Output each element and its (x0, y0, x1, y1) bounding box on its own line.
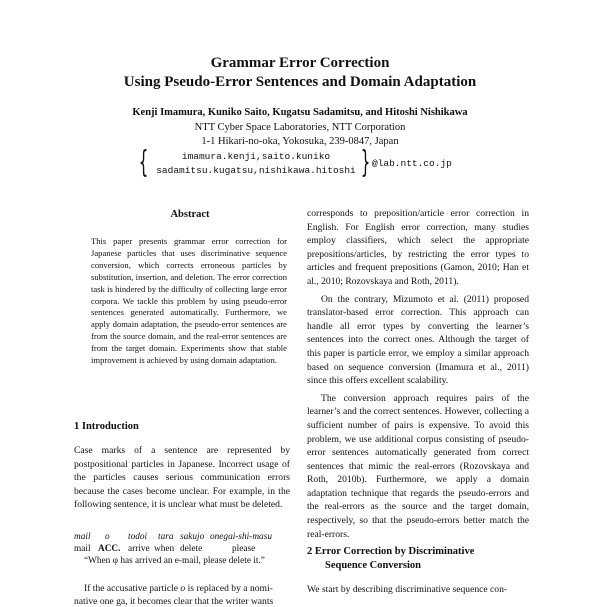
paper-title-line1: Grammar Error Correction (210, 55, 390, 71)
author-list: Kenji Imamura, Kuniko Saito, Kugatsu Sadamitsu, and Hitoshi Nishikawa (132, 107, 468, 118)
paper-title-line2: Using Pseudo-Error Sentences and Domain Adaptation (123, 74, 477, 90)
example-word: sakujo (180, 532, 205, 542)
example-word: mail (74, 532, 91, 542)
example-gloss-word: please (232, 544, 256, 554)
example-word: tara (158, 532, 174, 542)
continuation-text-b: is replaced by a nomi- (185, 583, 273, 594)
example-translation: “When φ has arrived an e-mail, please delete it.” (84, 556, 265, 566)
section-1-paragraph: Case marks of a sentence are represented by postpositional particles in Japanese. Incorrect usage of the particles causes serious communication errors because the cases become unclear. For example, in the following sentence, it is unclear what must be deleted. (74, 445, 290, 511)
abstract-text: This paper presents grammar error correction for Japanese particles that uses discriminative sequence conversion, which corrects erroneous particles by substitution, insertion, and deletion. The error correction task is hindered by the difficulty of collecting large error corpora. We tackle this problem by using pseudo-error sentences generated automatically. Furthermore, we apply domain adaptation, the pseudo-error sentences are from the source domain, and the real-error sentences are from the target domain. Experiments show that stable improvement is achieved by using domain adaptation. (91, 236, 287, 366)
example-word: o (105, 532, 110, 542)
right-paragraph-2: On the contrary, Mizumoto et al. (2011) proposed translator-based error correction. This approach can handle all error types by converting the learner’s sentences into the correct ones. Although the target of this paper is particle error, we employ a similar approach based on sequence conversion (Imamura et al., 2011) since this offers excellent scalability. (307, 293, 529, 387)
affiliation: NTT Cyber Space Laboratories, NTT Corporation (194, 122, 406, 133)
section-2-heading-line2: Sequence Conversion (325, 560, 421, 571)
particle-o: o (180, 583, 186, 594)
address: 1-1 Hikari-no-oka, Yokosuka, 239-0847, Japan (201, 136, 399, 147)
continuation-text-a: If the accusative particle (84, 583, 181, 594)
email-line-1: imamura.kenji,saito.kuniko (181, 151, 331, 162)
open-brace: { (138, 145, 149, 180)
right-paragraph-3: The conversion approach requires pairs of the learner’s and the correct sentences. However, collecting a sufficient number of pairs is expensive. To avoid this problem, we use additional corpus consisting of pseudo-error sentences automatically generated from correct sentences that mimic the real-errors (Rozovskaya and Roth, 2010b). Furthermore, we apply a domain adaptation technique that regards the pseudo-errors and the real-errors as the source and the target domain, respectively, so that the pseudo-errors better match the real-errors. (307, 392, 529, 540)
section-2-cut-line: We start by describing discriminative sequence con- (307, 584, 508, 595)
example-gloss-word: ACC. (98, 544, 121, 554)
right-paragraph-1: corresponds to preposition/article error correction in English. For English error correction, many studies employ classifiers, which select the appropriate prepositions/articles, by restricting the error types to articles and frequent prepositions (Gamon, 2010; Han et al., 2010; Rozovskaya and Roth, 2011). (307, 208, 529, 287)
section-2-heading-line1: 2 Error Correction by Discriminative (307, 546, 475, 557)
email-domain: @lab.ntt.co.jp (372, 158, 452, 169)
email-line-2: sadamitsu.kugatsu,nishikawa.hitoshi (156, 165, 356, 176)
example-word: todoi (128, 532, 148, 542)
abstract-heading: Abstract (170, 209, 210, 220)
right-column-text (307, 207, 529, 541)
section-1-cut-line: native one ga, it becomes clear that the writer wants (74, 596, 274, 607)
close-brace: } (360, 145, 371, 180)
email-names (152, 150, 360, 178)
section-1-continuation (84, 583, 273, 594)
example-gloss-word: delete (180, 544, 203, 554)
email-block (134, 145, 464, 180)
example-gloss-word: mail (74, 544, 91, 554)
section-1-heading: 1 Introduction (74, 421, 139, 432)
example-gloss-word: arrive (128, 544, 150, 554)
example-word: onegai-shi-masu (210, 532, 272, 542)
example-gloss-word: when (154, 544, 175, 554)
